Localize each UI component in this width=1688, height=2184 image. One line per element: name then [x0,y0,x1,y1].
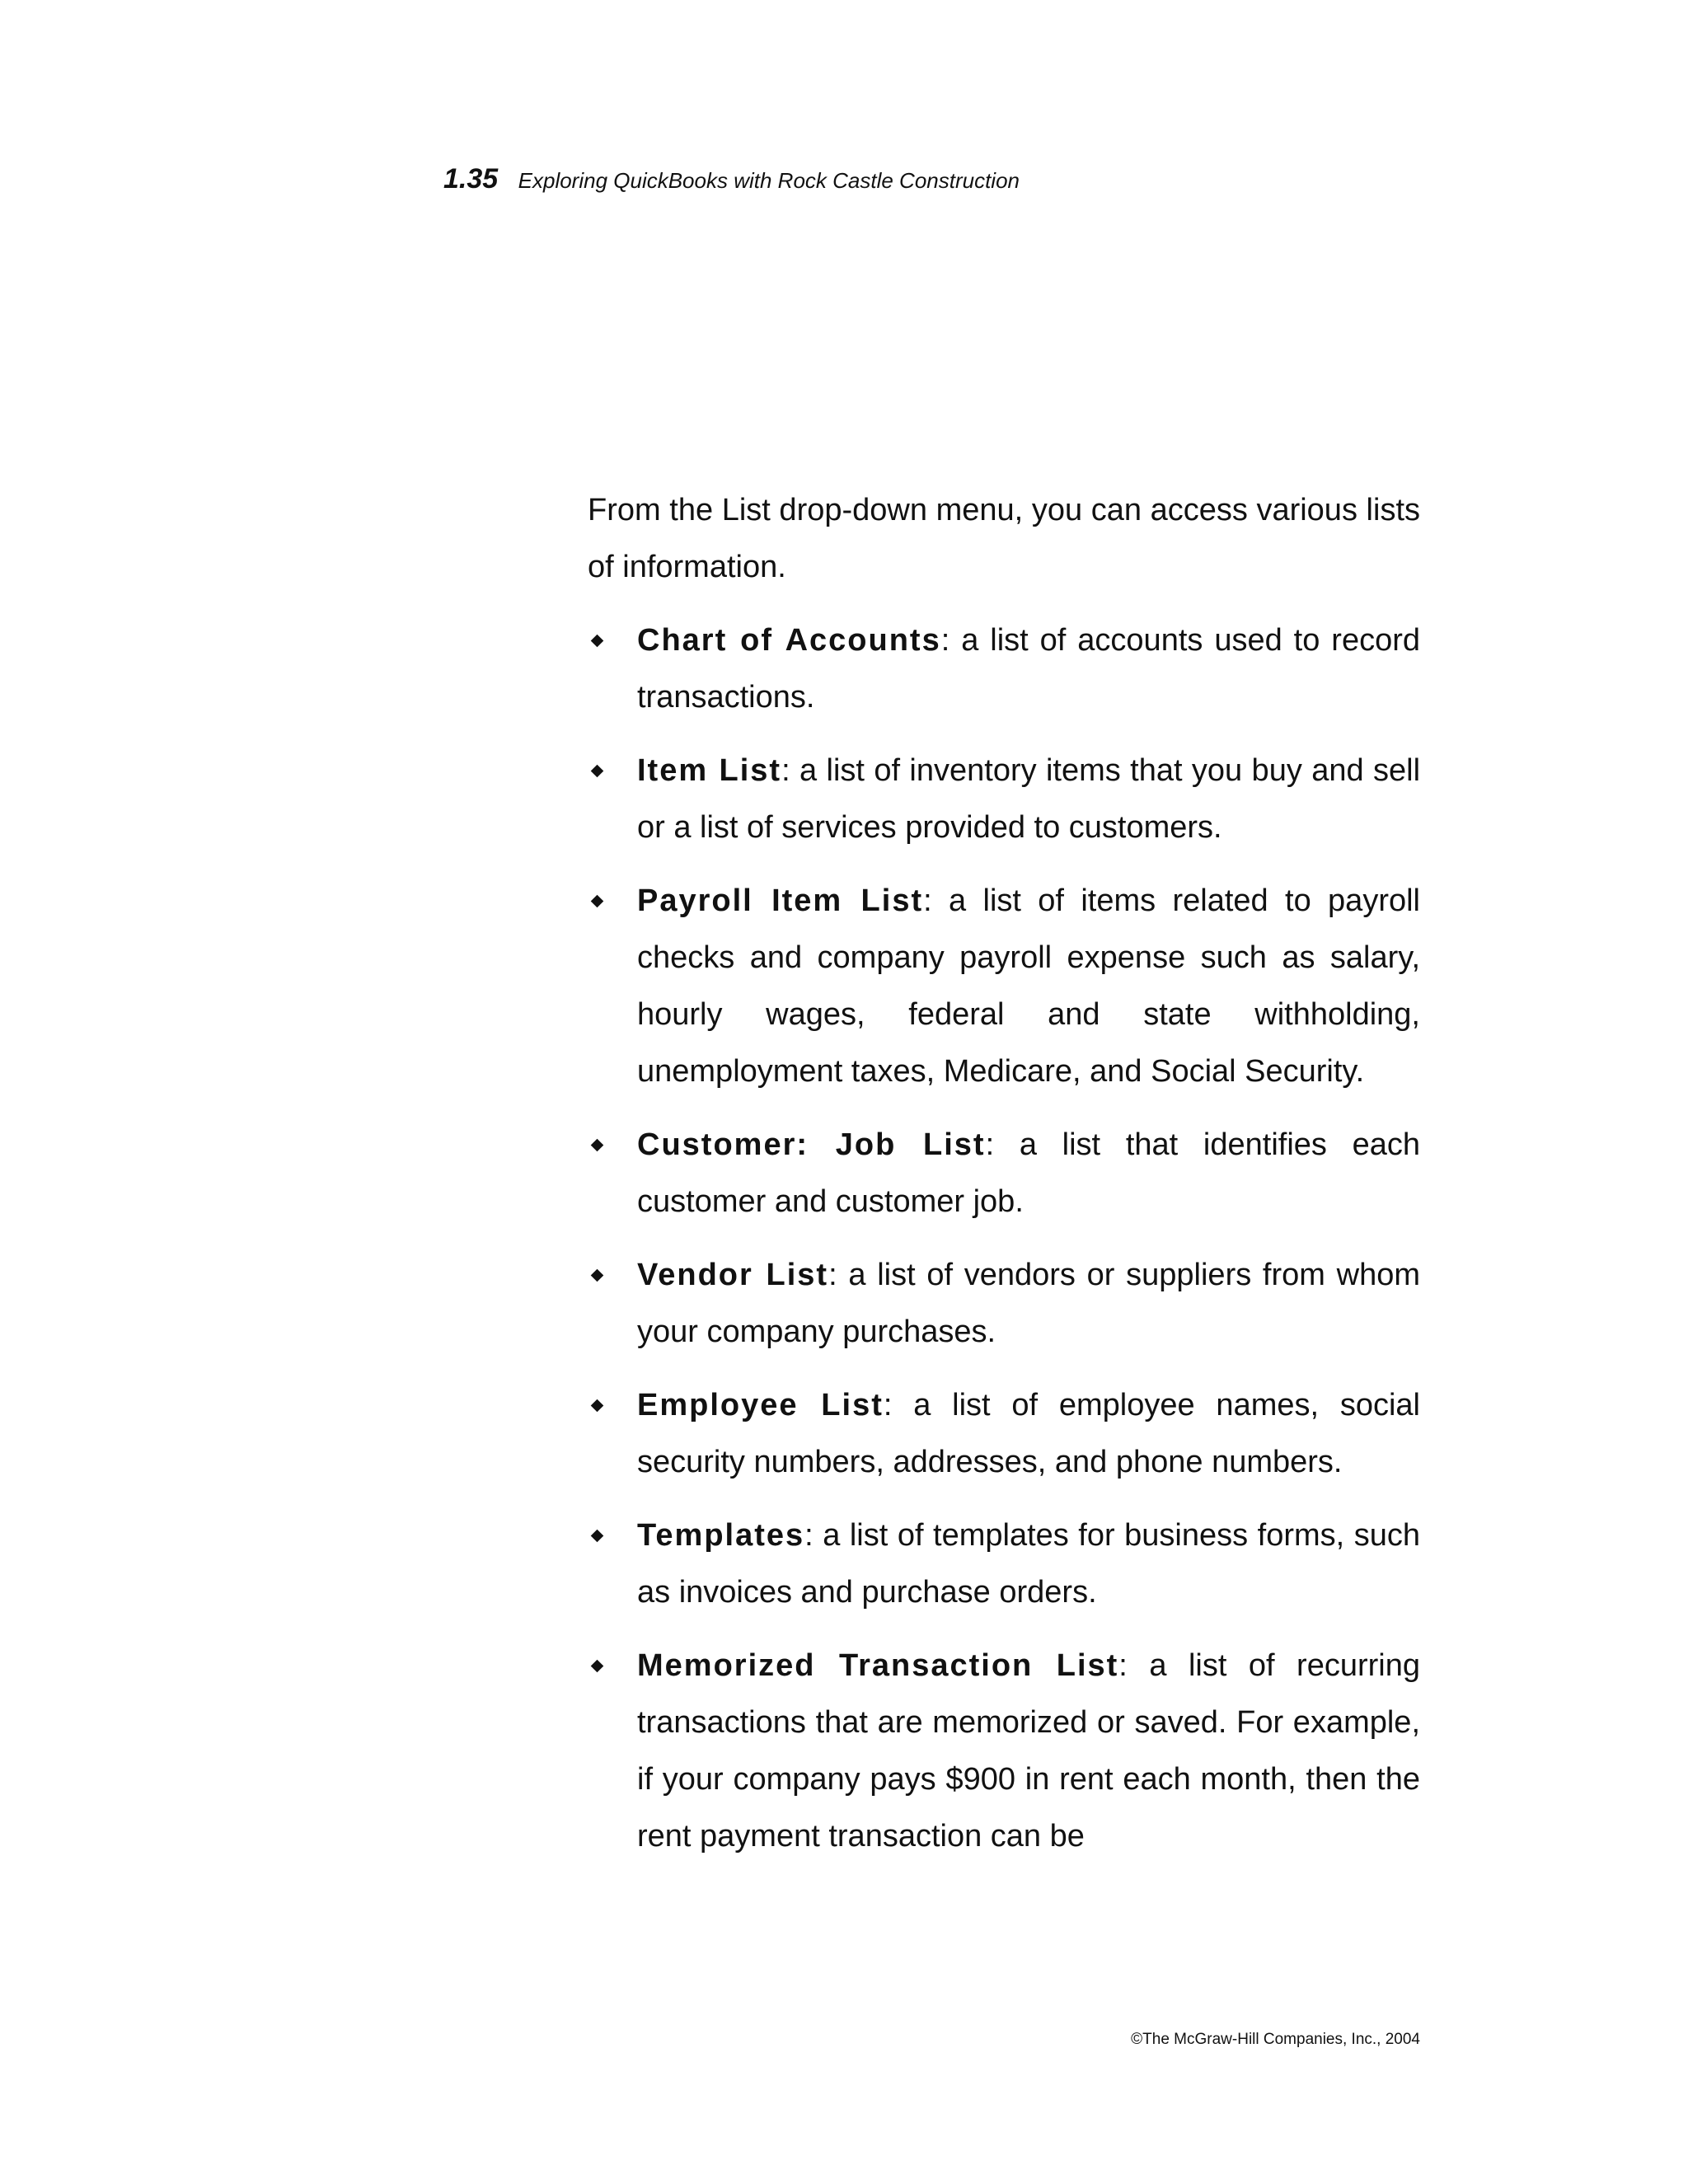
list-term: Payroll Item List [637,883,924,918]
book-title: Exploring QuickBooks with Rock Castle Construction [518,168,1020,193]
diamond-bullet-icon [591,1660,604,1673]
list-types [588,612,1420,1865]
diamond-bullet-icon [591,1399,604,1413]
list-description: : a list of items related to payroll checks and company payroll expense such as salary, hourly wages, federal and state withholding, unemployment taxes, Medicare, and Social Security. [637,883,1420,1089]
diamond-bullet-icon [591,1269,604,1282]
list-item [588,612,1420,726]
list-item [588,1507,1420,1621]
list-item [588,1247,1420,1361]
list-item [588,743,1420,856]
diamond-bullet-icon [591,895,604,908]
list-description: : a list of inventory items that you buy and sell or a list of services provided to customers. [637,753,1421,845]
list-description: : a list of templates for business forms, such as invoices and purchase orders. [637,1518,1420,1610]
list-description: : a list of recurring transactions that are memorized or saved. For example, if your company pays $900 in rent each month, then the rent payment transaction can be [637,1648,1420,1854]
list-term: Item List [637,753,782,788]
diamond-bullet-icon [591,1139,604,1152]
list-term: Vendor List [637,1258,829,1292]
list-item [588,1638,1420,1865]
copyright-footer: ©The McGraw-Hill Companies, Inc., 2004 [1131,2031,1420,2048]
list-term: Memorized Transaction List [637,1648,1119,1683]
page-header [443,163,1020,195]
list-term: Employee List [637,1388,884,1422]
diamond-bullet-icon [591,765,604,778]
diamond-bullet-icon [591,635,604,648]
list-term: Templates [637,1518,805,1553]
list-item [588,873,1420,1100]
page-number: 1.35 [443,163,499,194]
list-description: : a list of accounts used to record transactions. [637,623,1421,715]
list-term: Chart of Accounts [637,623,941,658]
list-term: Customer: Job List [637,1127,986,1162]
list-item [588,1117,1420,1230]
main-content [588,482,1420,1882]
list-description: : a list that identifies each customer and customer job. [637,1127,1421,1219]
intro-paragraph: From the List drop-down menu, you can access various lists of information. [588,493,1420,584]
diamond-bullet-icon [591,1530,604,1543]
list-description: : a list of employee names, social security numbers, addresses, and phone numbers. [637,1388,1420,1479]
list-item [588,1377,1420,1491]
list-description: : a list of vendors or suppliers from whom your company purchases. [637,1258,1421,1349]
